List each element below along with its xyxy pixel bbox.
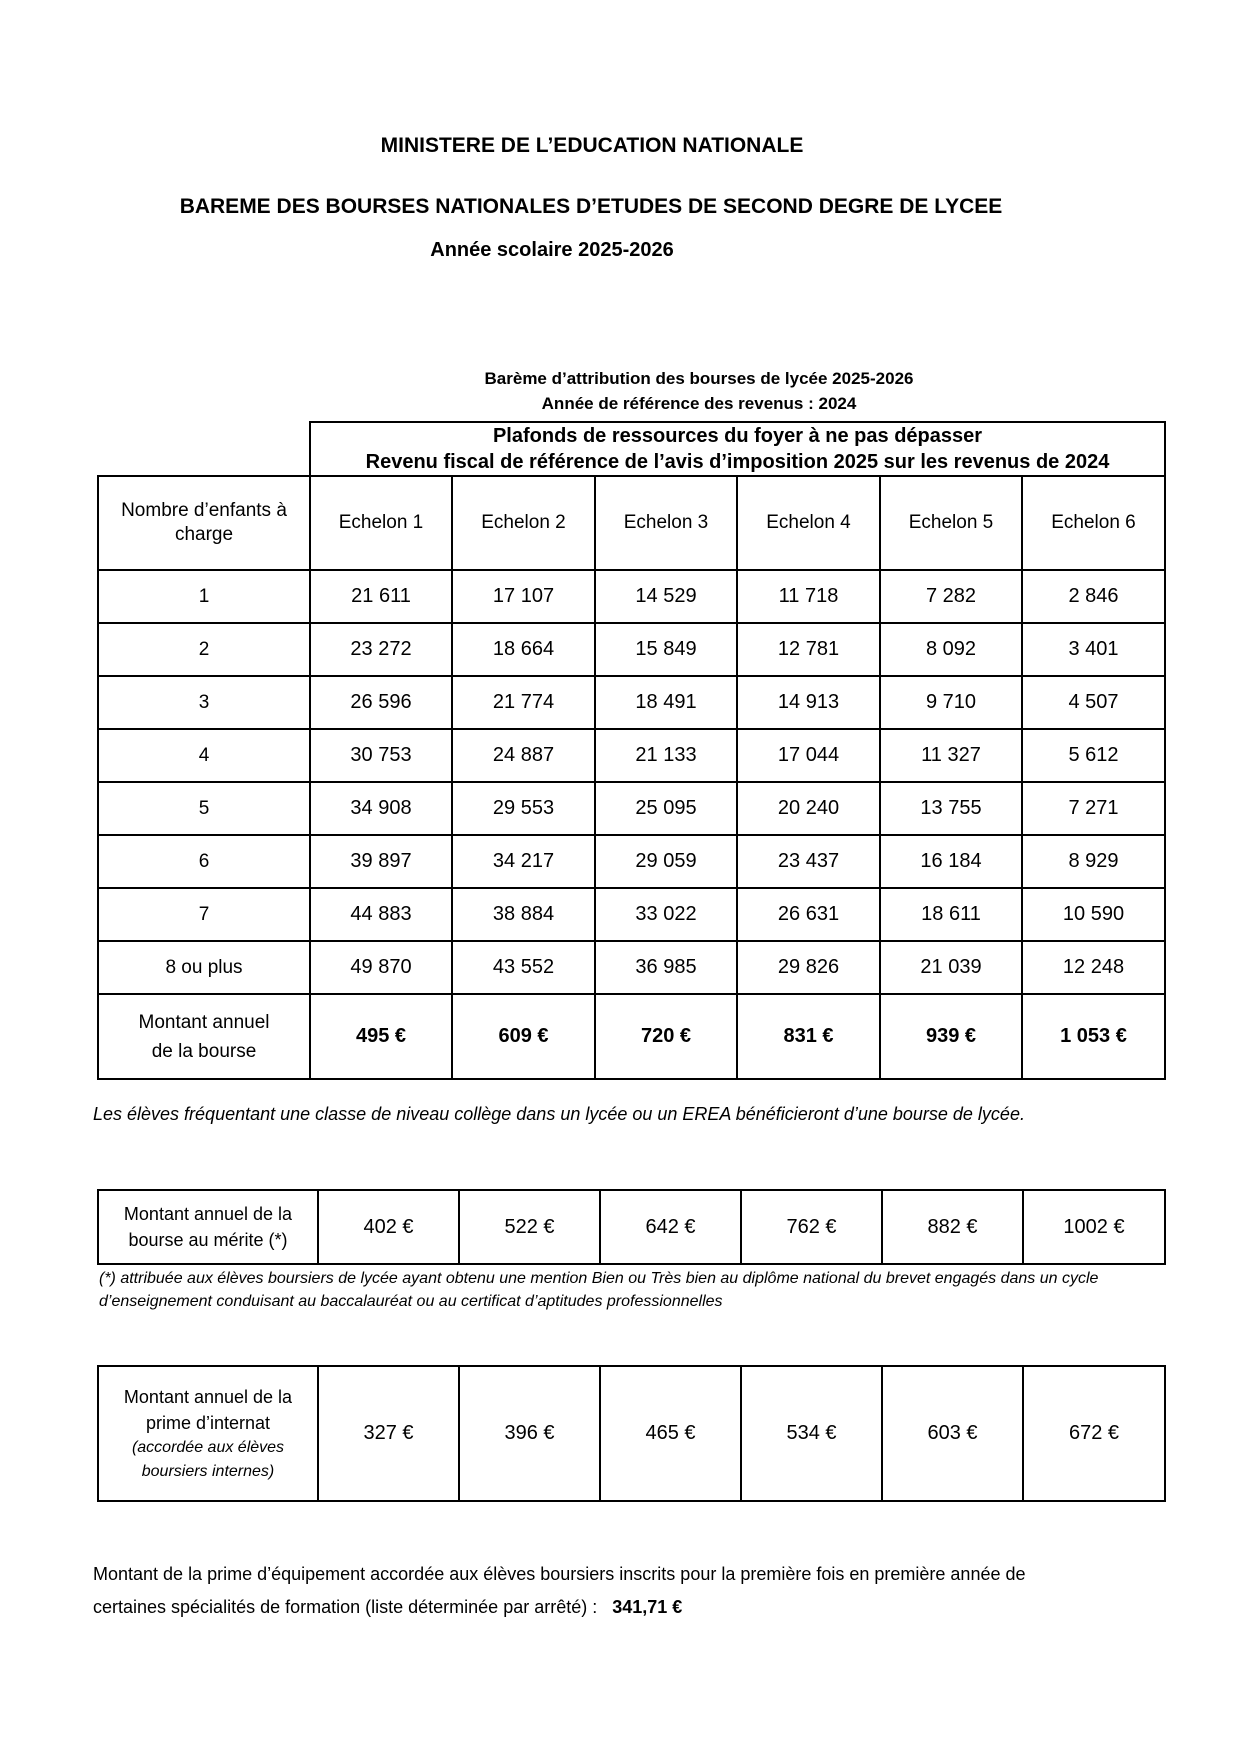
value-cell: 17 044 [737,729,880,782]
table-caption-line2: Année de référence des revenus : 2024 [541,394,857,413]
row-label-cell: 7 [98,888,310,941]
value-cell: 2 846 [1022,570,1165,623]
value-cell: 34 908 [310,782,452,835]
value-cell: 17 107 [452,570,595,623]
amount-cell: 495 € [310,994,452,1079]
value-cell: 3 401 [1022,623,1165,676]
merite-table-wrapper [97,1189,1166,1265]
amount-cell: 720 € [595,994,737,1079]
merite-value-cell: 402 € [318,1190,459,1264]
row-label-cell: 6 [98,835,310,888]
value-cell: 18 611 [880,888,1022,941]
bourse-merite-table [97,1189,1166,1265]
value-cell: 29 059 [595,835,737,888]
value-cell: 33 022 [595,888,737,941]
value-cell: 12 248 [1022,941,1165,994]
document-title: MINISTERE DE L’EDUCATION NATIONALE [380,134,804,157]
merite-label-line2: bourse au mérite (*) [128,1230,288,1250]
value-cell: 21 611 [310,570,452,623]
table-row [98,676,1165,729]
value-cell: 23 437 [737,835,880,888]
amount-cell: 1 053 € [1022,994,1165,1079]
value-cell: 18 664 [452,623,595,676]
value-cell: 38 884 [452,888,595,941]
row-label-cell: 1 [98,570,310,623]
value-cell: 43 552 [452,941,595,994]
value-cell: 15 849 [595,623,737,676]
echelon-2-header: Echelon 2 [452,476,595,570]
row-label-cell: 4 [98,729,310,782]
echelon-5-header: Echelon 5 [880,476,1022,570]
plafonds-header-line2: Revenu fiscal de référence de l’avis d’imposition 2025 sur les revenus de 2024 [365,451,1110,473]
internat-label-line2: prime d’internat [145,1412,271,1433]
bourse-lycee-table [97,421,1166,1080]
merite-value-cell: 1002 € [1023,1190,1165,1264]
value-cell: 11 718 [737,570,880,623]
value-cell: 36 985 [595,941,737,994]
college-note: Les élèves fréquentant une classe de niveau collège dans un lycée ou un EREA bénéficieront d’une bourse de lycée. [93,1104,1025,1124]
column-header-row [98,476,1165,570]
amount-row-label-cell [98,994,310,1079]
table-row [98,835,1165,888]
main-table-wrapper [97,421,1166,1080]
value-cell: 10 590 [1022,888,1165,941]
table-caption-line1: Barème d’attribution des bourses de lycée 2025-2026 [484,369,914,388]
row-header-cell: Nombre d’enfants à charge [98,476,310,570]
equipment-amount: 341,71 € [612,1597,683,1617]
value-cell: 30 753 [310,729,452,782]
echelon-4-header: Echelon 4 [737,476,880,570]
table-row [98,888,1165,941]
merged-header-row [98,422,1165,476]
amount-label-line1: Montant annuel [138,1011,270,1033]
table-row [98,782,1165,835]
value-cell: 12 781 [737,623,880,676]
value-cell: 16 184 [880,835,1022,888]
table-row [98,729,1165,782]
empty-corner-cell [98,422,310,476]
table-row [98,623,1165,676]
internat-label-sub2: boursiers internes) [141,1462,275,1480]
row-label-cell: 2 [98,623,310,676]
internat-value-cell: 672 € [1023,1366,1165,1501]
value-cell: 21 774 [452,676,595,729]
value-cell: 49 870 [310,941,452,994]
merite-value-cell: 642 € [600,1190,741,1264]
value-cell: 14 529 [595,570,737,623]
equipment-note [93,1558,1073,1624]
plafonds-header-line1: Plafonds de ressources du foyer à ne pas dépasser [492,425,983,447]
value-cell: 21 039 [880,941,1022,994]
merite-label-line1: Montant annuel de la [123,1204,293,1224]
table-row [98,570,1165,623]
value-cell: 7 282 [880,570,1022,623]
value-cell: 7 271 [1022,782,1165,835]
internat-row [98,1366,1165,1501]
amount-row [98,994,1165,1079]
value-cell: 8 929 [1022,835,1165,888]
value-cell: 21 133 [595,729,737,782]
amount-cell: 831 € [737,994,880,1079]
plafonds-header-cell [310,422,1165,476]
merite-footnote: (*) attribuée aux élèves boursiers de lycée ayant obtenu une mention Bien ou Très bien au diplôme national du brevet engagés dans un cycle d’enseignement conduisant au baccalauréat ou au certificat d’aptitudes professionnelles [99,1270,1099,1310]
merite-value-cell: 882 € [882,1190,1023,1264]
internat-value-cell: 534 € [741,1366,882,1501]
value-cell: 8 092 [880,623,1022,676]
echelon-3-header: Echelon 3 [595,476,737,570]
internat-label-cell [98,1366,318,1501]
value-cell: 5 612 [1022,729,1165,782]
internat-value-cell: 327 € [318,1366,459,1501]
internat-value-cell: 396 € [459,1366,600,1501]
document-subtitle: BAREME DES BOURSES NATIONALES D’ETUDES DE SECOND DEGRE DE LYCEE [179,195,1003,218]
prime-internat-table [97,1365,1166,1502]
value-cell: 26 596 [310,676,452,729]
internat-value-cell: 603 € [882,1366,1023,1501]
value-cell: 44 883 [310,888,452,941]
value-cell: 23 272 [310,623,452,676]
merite-row [98,1190,1165,1264]
row-label-cell: 3 [98,676,310,729]
value-cell: 39 897 [310,835,452,888]
value-cell: 18 491 [595,676,737,729]
row-label-cell: 5 [98,782,310,835]
internat-table-wrapper [97,1365,1166,1502]
value-cell: 11 327 [880,729,1022,782]
merite-value-cell: 522 € [459,1190,600,1264]
value-cell: 20 240 [737,782,880,835]
table-row [98,941,1165,994]
value-cell: 29 826 [737,941,880,994]
amount-cell: 609 € [452,994,595,1079]
table-caption [309,366,1089,416]
amount-cell: 939 € [880,994,1022,1079]
value-cell: 25 095 [595,782,737,835]
value-cell: 29 553 [452,782,595,835]
school-year-title: Année scolaire 2025-2026 [430,239,674,261]
value-cell: 9 710 [880,676,1022,729]
value-cell: 34 217 [452,835,595,888]
merite-value-cell: 762 € [741,1190,882,1264]
equipment-note-text: Montant de la prime d’équipement accordée aux élèves boursiers inscrits pour la première fois en première année de certaines spécialités de formation (liste déterminée par arrêté) : [93,1564,1026,1617]
internat-label-sub1: (accordée aux élèves [131,1438,285,1456]
merite-label-cell [98,1190,318,1264]
amount-label-line2: de la bourse [151,1040,257,1062]
row-label-cell: 8 ou plus [98,941,310,994]
echelon-6-header: Echelon 6 [1022,476,1165,570]
internat-value-cell: 465 € [600,1366,741,1501]
value-cell: 26 631 [737,888,880,941]
value-cell: 14 913 [737,676,880,729]
internat-label-line1: Montant annuel de la [123,1386,293,1407]
echelon-1-header: Echelon 1 [310,476,452,570]
value-cell: 24 887 [452,729,595,782]
value-cell: 13 755 [880,782,1022,835]
value-cell: 4 507 [1022,676,1165,729]
